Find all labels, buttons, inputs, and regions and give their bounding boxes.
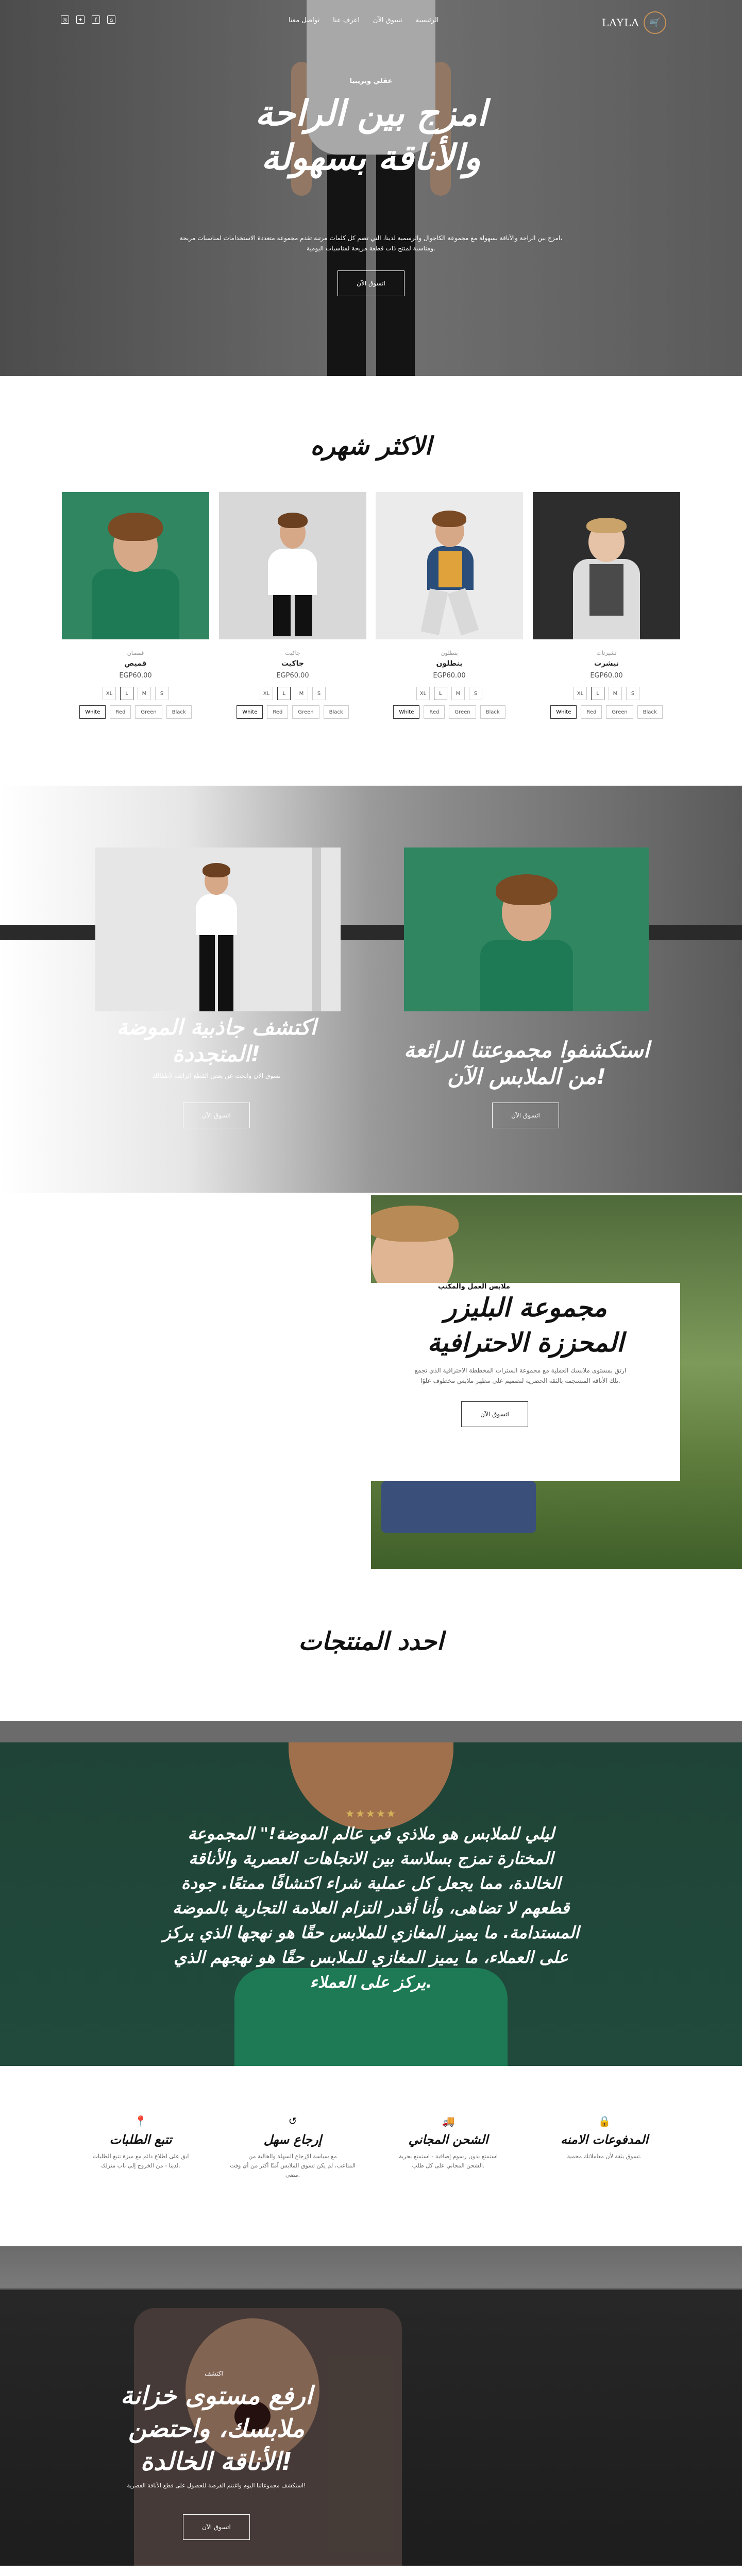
size-options xyxy=(376,687,523,700)
product-price: EGP60.00 xyxy=(590,672,623,680)
bag-icon[interactable]: ⌂ xyxy=(107,15,115,24)
size-option[interactable]: S xyxy=(469,687,482,700)
size-option[interactable]: XL xyxy=(260,687,273,700)
promo-left-button[interactable]: اتسوق الآن xyxy=(183,1103,250,1128)
blazer-kicker: ملابس العمل والمكتب xyxy=(438,1283,510,1291)
size-option[interactable]: S xyxy=(155,687,168,700)
promo-section xyxy=(0,786,742,1193)
size-option[interactable]: M xyxy=(295,687,308,700)
product-category: جاكيت xyxy=(285,650,300,656)
size-option[interactable]: L xyxy=(434,687,447,700)
lock-icon: 🔒 xyxy=(598,2115,611,2127)
social-icons-top xyxy=(61,15,115,24)
color-option[interactable]: Green xyxy=(292,705,319,719)
blazer-card xyxy=(371,1283,680,1481)
size-option[interactable]: XL xyxy=(574,687,587,700)
site-footer xyxy=(0,2566,742,2576)
product-image[interactable] xyxy=(376,492,523,639)
product-name[interactable]: تيشرت xyxy=(594,659,619,668)
color-options xyxy=(219,705,366,719)
product-name[interactable]: جاكيت xyxy=(281,659,305,668)
top-nav xyxy=(0,9,742,35)
blazer-description: ارتقِ بمستوى ملابسك العملية مع مجموعة السترات المخططة الاحترافية الذي تجمع تلك الأناقة المنسجمة بالثقة الحضرية لتصميم على مظهر ملابس مخطوف علوًا. xyxy=(414,1367,627,1384)
logo-text: LAYLA xyxy=(602,16,639,29)
size-option[interactable]: S xyxy=(626,687,639,700)
nav-link-shop[interactable]: تسوق الآن xyxy=(373,16,402,24)
promo-image-left[interactable] xyxy=(95,848,341,1011)
color-options xyxy=(376,705,523,719)
nav-links xyxy=(289,16,439,24)
product-image[interactable] xyxy=(219,492,366,639)
size-option[interactable]: M xyxy=(138,687,151,700)
cta-section xyxy=(0,2246,742,2566)
promo-left-subtitle: تسوق الآن وابحث عن بعض القطع الرائعة لأطفالك xyxy=(152,1072,281,1079)
size-options xyxy=(533,687,680,700)
color-option[interactable]: White xyxy=(393,705,419,719)
nav-link-contact[interactable]: تواصل معنا xyxy=(289,16,320,24)
product-card[interactable] xyxy=(376,492,523,719)
size-option[interactable]: XL xyxy=(103,687,116,700)
pin-icon: 📍 xyxy=(134,2115,147,2127)
product-price: EGP60.00 xyxy=(276,672,309,680)
color-option[interactable]: Red xyxy=(424,705,445,719)
site-logo[interactable] xyxy=(602,11,666,34)
size-option[interactable]: S xyxy=(312,687,326,700)
testimonial-section xyxy=(0,1721,742,2066)
product-price: EGP60.00 xyxy=(433,672,466,680)
promo-left-title: اكتشف جاذبية الموضة المتجددة! xyxy=(116,1014,316,1066)
cta-title: ارفع مستوى خزانة ملابسك، واحتضن الأناقة الخالدة! xyxy=(120,2381,313,2476)
hero-shop-button[interactable]: اتسوق الآن xyxy=(338,270,404,296)
testimonial-text: ليلي للملابس هو ملاذي في عالم الموضة!" المجموعة المختارة تمزج بسلاسة بين الاتجاهات العصرية والأناقة الخالدة، مما يجعل كل عملية شراء اكتشافًا ممتعًا. جودة قطعهم لا تضاهى، وأنا أقدر التزام العلامة التجارية بالموضة المستدامة. ما يميز المغازي للملابس حقًا هو نهجها الذي يركز على العملاء، ما يميز المغازي للملابس حقًا هو نهجهم الذي يركز على العملاء. xyxy=(163,1824,579,1992)
promo-image-right[interactable] xyxy=(404,848,649,1011)
color-option[interactable]: Black xyxy=(480,705,505,719)
rating-stars: ★★★★★ xyxy=(345,1807,397,1820)
color-option[interactable]: Red xyxy=(110,705,131,719)
logo-cart-icon: 🛒 xyxy=(644,11,666,34)
color-option[interactable]: White xyxy=(79,705,106,719)
size-option[interactable]: XL xyxy=(416,687,430,700)
return-icon: ↺ xyxy=(288,2115,297,2127)
color-options xyxy=(62,705,209,719)
size-option[interactable]: L xyxy=(277,687,291,700)
color-options xyxy=(533,705,680,719)
hero-kicker: عقلي ويريبيا xyxy=(349,77,393,85)
cta-kicker: اكتشف xyxy=(205,2370,223,2377)
hero-description: امزج بين الراحة والأناقة بسهولة مع مجموعة الكاجوال والرسمية لدينا، التي تضم كل كلمات مرتبة تقدم مجموعة متعددة الاستخدامات لمناسبات مريحة، ومناسبة لمنتج ذات قطعة مريحة لمناسبات اليومية. xyxy=(179,234,563,252)
nav-link-home[interactable]: الرئيسية xyxy=(415,16,439,24)
size-option[interactable]: M xyxy=(451,687,465,700)
feature-secure-payment: 🔒 المدفوعات الامنه تسوق بثقة لأن معاملاتك محمية. xyxy=(560,2115,649,2160)
size-option[interactable]: L xyxy=(120,687,133,700)
product-category: بنطلون xyxy=(441,650,458,656)
color-option[interactable]: Black xyxy=(324,705,349,719)
product-card[interactable] xyxy=(62,492,209,719)
newest-title: احدد المنتجات xyxy=(298,1627,444,1656)
color-option[interactable]: White xyxy=(237,705,263,719)
hero-title: امزج بين الراحة والأناقة بسهولة xyxy=(255,93,487,178)
nav-link-about[interactable]: اعرف عنا xyxy=(333,16,360,24)
product-image[interactable] xyxy=(533,492,680,639)
hero-section xyxy=(0,0,742,376)
color-option[interactable]: Green xyxy=(135,705,162,719)
product-price: EGP60.00 xyxy=(119,672,152,680)
color-option[interactable]: Red xyxy=(581,705,602,719)
twitter-icon[interactable]: ✦ xyxy=(76,15,85,24)
color-option[interactable]: Black xyxy=(637,705,663,719)
size-option[interactable]: M xyxy=(609,687,622,700)
size-option[interactable]: L xyxy=(591,687,604,700)
promo-right-title: استكشفوا مجموعتنا الرائعة من الملابس الآن! xyxy=(403,1037,650,1089)
instagram-icon[interactable]: ◎ xyxy=(61,15,69,24)
product-name[interactable]: بنطلون xyxy=(436,659,463,668)
product-category: تشيرتات xyxy=(596,650,617,656)
color-option[interactable]: Black xyxy=(166,705,192,719)
feature-order-tracking: 📍 تتبع الطلبات ابق على اطلاع دائم مع ميزة تتبع الطلبات لدينا - من الخروج إلى باب منزلك. xyxy=(92,2115,189,2169)
facebook-icon[interactable]: f xyxy=(92,15,100,24)
blazer-shop-button[interactable]: اتسوق الآن xyxy=(461,1401,528,1427)
blazer-title: مجموعة البليزر المحززة الاحترافية xyxy=(427,1293,624,1358)
product-card[interactable] xyxy=(533,492,680,719)
promo-right-button[interactable]: اتسوق الآن xyxy=(492,1103,559,1128)
color-option[interactable]: Green xyxy=(606,705,633,719)
color-option[interactable]: White xyxy=(550,705,577,719)
feature-easy-return: ↺ إرجاع سهل مع سياسة الإرجاع السهلة والخالية من المتاعب، لم يكن تسوق الملابس آمنًا أكثر من أي وقت مضى. xyxy=(229,2115,356,2178)
product-name[interactable]: قميص xyxy=(124,659,147,668)
truck-icon: 🚚 xyxy=(442,2115,455,2127)
product-category: قمصان xyxy=(127,650,144,656)
feature-free-shipping: 🚚 الشحن المجاني استمتع بدون رسوم إضافية - استمتع بحرية الشحن المجاني على كل طلب. xyxy=(399,2115,498,2169)
color-option[interactable]: Green xyxy=(449,705,476,719)
popular-title: الاكثر شهره xyxy=(310,432,432,461)
cta-shop-button[interactable]: اتسوق الآن xyxy=(183,2514,250,2540)
size-options xyxy=(62,687,209,700)
color-option[interactable]: Red xyxy=(267,705,288,719)
size-options xyxy=(219,687,366,700)
cta-description: استكشف مجموعاتنا اليوم واغتنم الفرصة للحصول على قطع الأناقة العصرية! xyxy=(127,2482,306,2489)
product-card[interactable] xyxy=(219,492,366,719)
product-image[interactable] xyxy=(62,492,209,639)
